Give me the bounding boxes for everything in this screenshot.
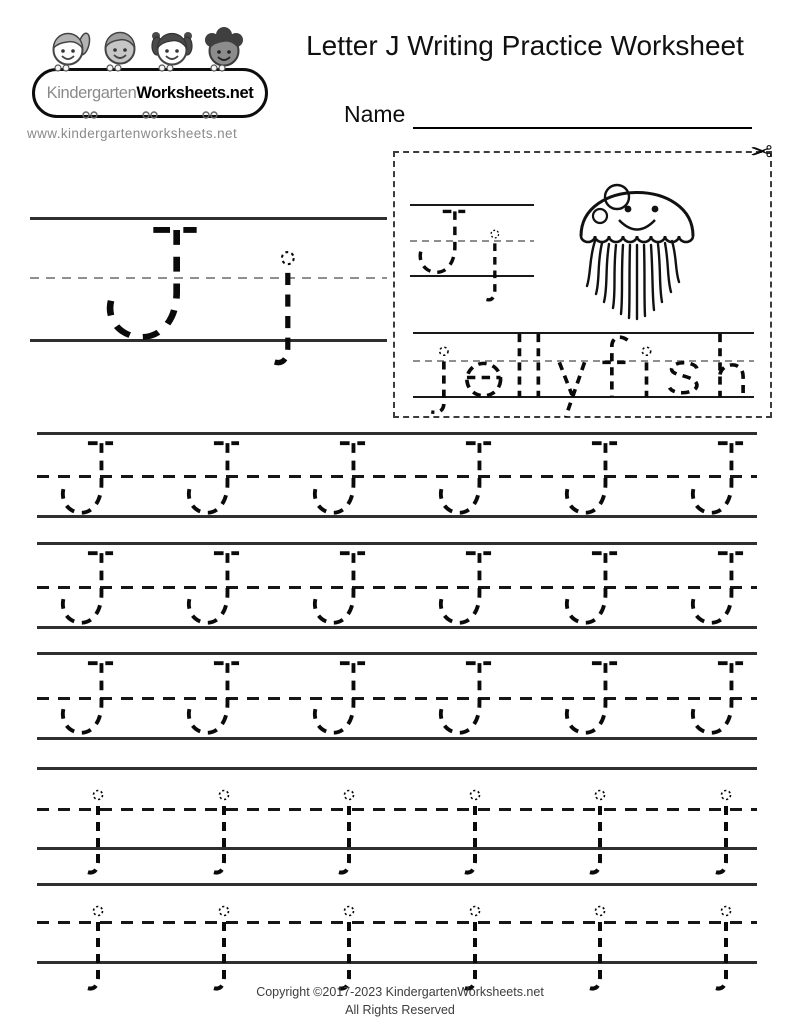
- trace-letter-J-large: [100, 224, 200, 340]
- trace-letter-J: [561, 659, 619, 735]
- logo-brand-prefix: Kindergarten: [46, 83, 137, 102]
- trace-letter-J: [57, 549, 115, 625]
- trace-letter-j: [456, 789, 492, 881]
- logo-feet-decoration: [60, 110, 240, 122]
- trace-letter-J: [435, 659, 493, 735]
- practice-row-uppercase-2: [37, 549, 757, 627]
- trace-letter-J: [183, 439, 241, 515]
- trace-letter-J: [309, 439, 367, 515]
- footer-rights: All Rights Reserved: [345, 1003, 455, 1017]
- name-label: Name: [344, 101, 406, 127]
- row2-top-line: [37, 542, 757, 545]
- trace-letter-J: [309, 549, 367, 625]
- trace-letter-J: [687, 659, 745, 735]
- trace-letter-j: [205, 789, 241, 881]
- page-title: Letter J Writing Practice Worksheet: [306, 30, 744, 61]
- sample-mid-guide-line: [30, 277, 387, 279]
- trace-letter-j: [330, 789, 366, 881]
- logo-brand-suffix: Worksheets.net: [136, 83, 254, 102]
- practice-row-uppercase-1: [37, 439, 757, 517]
- practice-row-lowercase-1: [37, 789, 757, 883]
- row5-top-line: [37, 883, 757, 886]
- trace-letter-J: [435, 439, 493, 515]
- name-blank-line: [413, 127, 752, 129]
- trace-letter-J: [687, 439, 745, 515]
- card-trace-letter-j: [479, 229, 509, 307]
- trace-letter-j-large: [263, 250, 310, 374]
- trace-letter-J: [561, 439, 619, 515]
- row3-top-line: [37, 652, 757, 655]
- footer: [0, 983, 800, 1019]
- trace-letter-J: [561, 549, 619, 625]
- card-base-line: [410, 275, 534, 277]
- trace-letter-J: [435, 549, 493, 625]
- practice-row-uppercase-3: [37, 659, 757, 737]
- trace-word-jellyfish: [426, 332, 762, 417]
- trace-letter-J: [183, 549, 241, 625]
- row1-top-line: [37, 432, 757, 435]
- logo-url: www.kindergartenworksheets.net: [27, 126, 238, 141]
- trace-letter-J: [687, 549, 745, 625]
- sample-base-line: [30, 339, 387, 342]
- cutout-card: [393, 151, 772, 418]
- trace-letter-J: [57, 439, 115, 515]
- trace-letter-J: [309, 659, 367, 735]
- trace-letter-j: [707, 789, 743, 881]
- row4-top-line: [37, 767, 757, 770]
- jellyfish-illustration: [567, 164, 707, 327]
- card-trace-letter-J: [415, 208, 467, 274]
- logo-hands-decoration: [36, 62, 260, 74]
- sample-top-line: [30, 217, 387, 220]
- scissors-icon: ✂: [750, 137, 773, 168]
- trace-letter-J: [57, 659, 115, 735]
- trace-letter-J: [183, 659, 241, 735]
- row3-base-line: [37, 737, 757, 740]
- footer-copyright: Copyright ©2017-2023 KindergartenWorksheets.net: [256, 985, 544, 999]
- card-top-line: [410, 204, 534, 206]
- trace-letter-j: [581, 789, 617, 881]
- trace-letter-j: [79, 789, 115, 881]
